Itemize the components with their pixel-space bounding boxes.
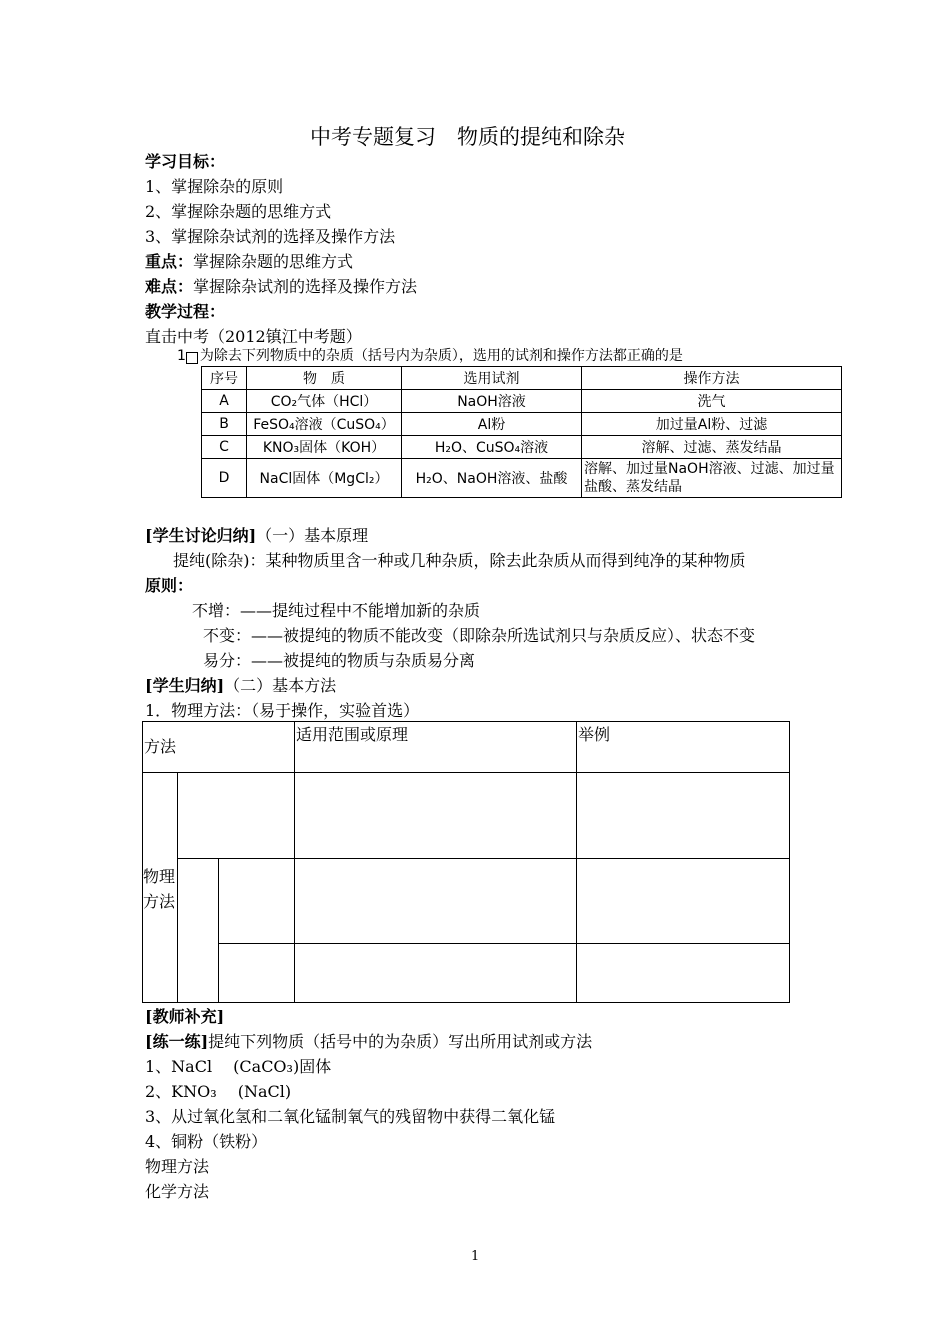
process-heading: 教学过程： — [145, 302, 226, 321]
difficulty-label: 难点： — [145, 277, 194, 296]
practice-label: [练一练] — [145, 1032, 209, 1051]
definition: 提纯(除杂)：某种物质里含一种或几种杂质，除去此杂质从而得到纯净的某种物质 — [173, 551, 746, 570]
practice-item: 1、NaCl (CaCO₃)固体 — [145, 1057, 332, 1076]
methods-table — [142, 721, 790, 1003]
header-cell: 序号 — [202, 367, 247, 390]
header-cell: 操作方法 — [582, 367, 842, 390]
substance-cell: KNO₃固体（KOH） — [247, 436, 402, 459]
practice-physical: 物理方法 — [145, 1157, 210, 1176]
substance-cell: NaCl固体（MgCl₂） — [247, 459, 402, 498]
discussion-line — [145, 526, 368, 546]
discussion-text: （一）基本原理 — [256, 526, 369, 545]
row-id: A — [202, 390, 247, 413]
question1-stem — [177, 347, 683, 365]
row-id: B — [202, 413, 247, 436]
physical-intro: 1．物理方法：（易于操作，实验首选） — [145, 701, 420, 720]
reagent-cell: NaOH溶液 — [402, 390, 582, 413]
question1-number: 1 — [177, 348, 186, 364]
reagent-cell: Al粉 — [402, 413, 582, 436]
row-id: C — [202, 436, 247, 459]
key-point — [145, 252, 353, 272]
practice-item: 2、KNO₃ (NaCl) — [145, 1082, 292, 1101]
col-header-principle: 适用范围或原理 — [296, 725, 409, 744]
key-point-label: 重点： — [145, 252, 194, 271]
difficulty — [145, 277, 417, 297]
question1-text: 为除去下列物质中的杂质（括号内为杂质），选用的试剂和操作方法都正确的是 — [199, 348, 683, 364]
header-cell: 选用试剂 — [402, 367, 582, 390]
header-cell: 物 质 — [247, 367, 402, 390]
question1-table — [201, 366, 841, 508]
table-row — [202, 459, 842, 498]
principle-item: 不增：——提纯过程中不能增加新的杂质 — [192, 601, 481, 620]
exam-intro: 直击中考（2012镇江中考题） — [145, 327, 362, 346]
methods-text: （二）基本方法 — [224, 676, 337, 695]
substance-cell: CO₂气体（HCl） — [247, 390, 402, 413]
method-cell: 溶解、过滤、蒸发结晶 — [582, 436, 842, 459]
table-row — [202, 436, 842, 459]
reagent-cell: H₂O、NaOH溶液、盐酸 — [402, 459, 582, 498]
objective-item: 1、掌握除杂的原则 — [145, 177, 284, 196]
method-cell: 加过量Al粉、过滤 — [582, 413, 842, 436]
key-point-text: 掌握除杂题的思维方式 — [193, 252, 354, 271]
method-cell: 溶解、加过量NaOH溶液、过滤、加过量盐酸、蒸发结晶 — [582, 459, 842, 498]
objective-item: 2、掌握除杂题的思维方式 — [145, 202, 332, 221]
page-number: 1 — [471, 1249, 480, 1264]
principle-item: 易分：——被提纯的物质与杂质易分离 — [203, 651, 476, 670]
row-id: D — [202, 459, 247, 498]
anchor-icon — [186, 352, 198, 364]
principle-item: 不变：——被提纯的物质不能改变（即除杂所选试剂只与杂质反应）、状态不变 — [203, 626, 756, 645]
col-header-example: 举例 — [578, 725, 611, 744]
practice-item: 4、铜粉（铁粉） — [145, 1132, 268, 1151]
difficulty-text: 掌握除杂试剂的选择及操作方法 — [193, 277, 418, 296]
row-label-physical: 物理方法 — [143, 867, 176, 911]
table-row — [202, 413, 842, 436]
substance-cell: FeSO₄溶液（CuSO₄） — [247, 413, 402, 436]
practice-chemical: 化学方法 — [145, 1182, 210, 1201]
practice-text: 提纯下列物质（括号中的为杂质）写出所用试剂或方法 — [208, 1032, 593, 1051]
col-header-method: 方法 — [144, 737, 177, 756]
page-title: 中考专题复习 物质的提纯和除杂 — [310, 125, 625, 149]
practice-line — [145, 1032, 592, 1052]
practice-item: 3、从过氧化氢和二氧化锰制氧气的残留物中获得二氧化锰 — [145, 1107, 556, 1126]
method-cell: 洗气 — [582, 390, 842, 413]
objective-item: 3、掌握除杂试剂的选择及操作方法 — [145, 227, 396, 246]
teacher-supplement: [教师补充] — [145, 1007, 225, 1026]
methods-line — [145, 676, 336, 696]
reagent-cell: H₂O、CuSO₄溶液 — [402, 436, 582, 459]
methods-label: [学生归纳] — [145, 676, 225, 695]
table-row — [202, 390, 842, 413]
principles-heading: 原则： — [145, 576, 194, 595]
discussion-label: [学生讨论归纳] — [145, 526, 257, 545]
objectives-heading: 学习目标： — [145, 152, 226, 171]
